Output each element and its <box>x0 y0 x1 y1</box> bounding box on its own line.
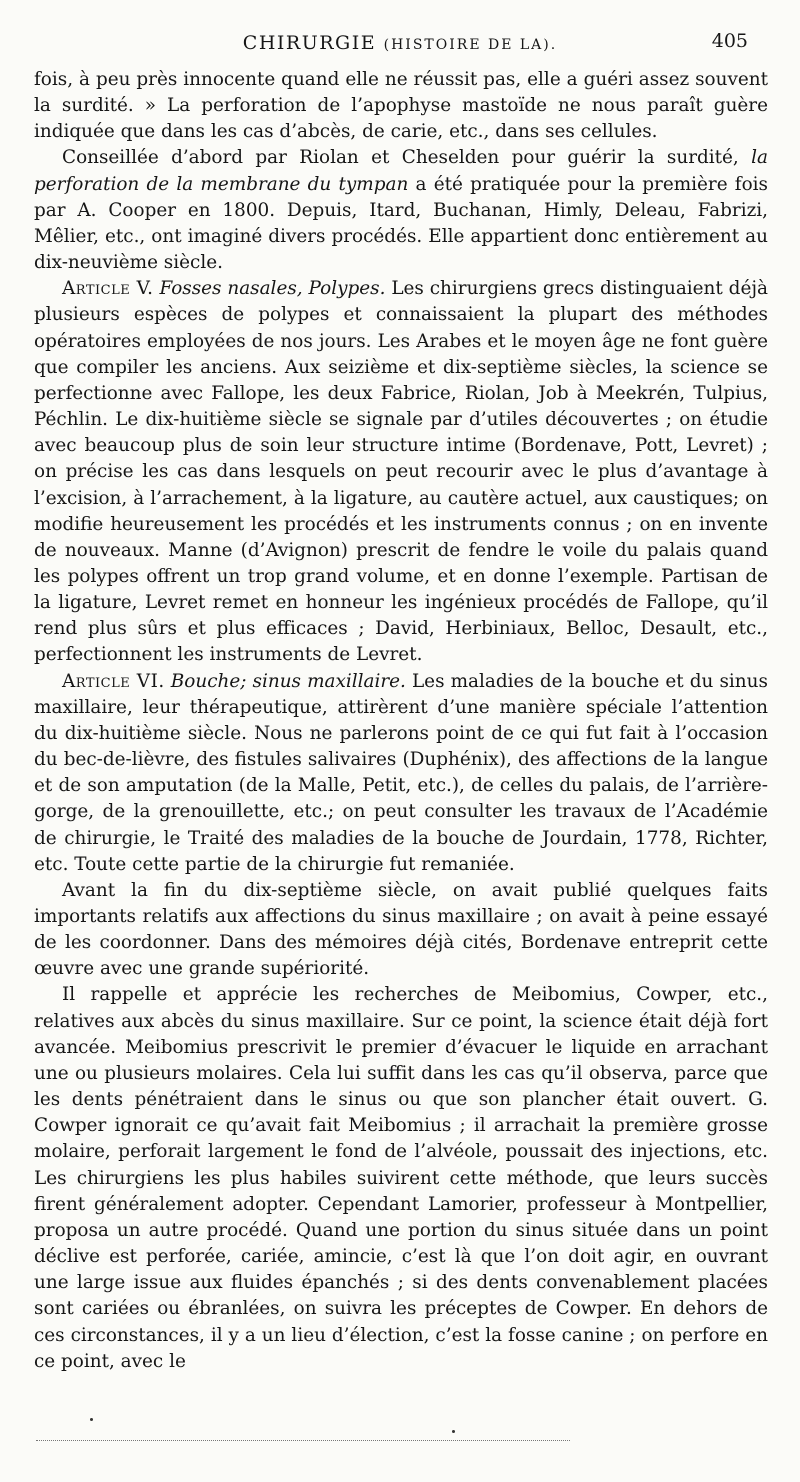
paragraph-2-italic: la perforation de la membrane du tympan <box>34 147 768 195</box>
footer-dot <box>90 1418 93 1421</box>
running-title <box>30 32 770 54</box>
paragraph-5: Avant la fin du dix-septième siècle, on avait publié quelques faits importants relatifs aux affections du sinus maxillaire ; on avait à peine essayé de les coordonner. Dans des mémoires déjà cités, Bordenave entreprit cette œuvre avec une grande supériorité. <box>34 879 768 980</box>
paragraph-2-end: a été pratiquée pour la première fois par A. Cooper en 1800. Depuis, Itard, Buchanan, Himly, Deleau, Fabrizi, Mêlier, etc., ont imaginé divers procédés. Elle appartient donc entièrement au dix-neuvième siècle. <box>34 173 768 274</box>
article-5-text: Les chirurgiens grecs distinguaient déjà plusieurs espèces de polypes et connaissaient la plupart des méthodes opératoires employées de nos jours. Les Arabes et le moyen âge ne font guère que compiler les anciens. Aux seizième et dix-septième siècles, la science se perfectionne avec Fallope, les deux Fabrice, Riolan, Job à Meekrén, Tulpius, Péchlin. Le dix-huitième siècle se signale par d’utiles découvertes ; on étudie avec beaucoup plus de soin leur structure intime (Bordenave, Pott, Levret) ; on précise les cas dans lesquels on peut recourir avec le plus d’avantage à l’excision, à l’arrachement, à la ligature, au cautère actuel, aux caustiques; on modifie heureusement les procédés et les instruments connus ; on en invente de nouveaux. Manne (d’Avignon) prescrit de fendre le voile du palais quand les polypes offrent un trop grand volume, et en donne l’exemple. Partisan de la ligature, Levret remet en honneur les ingénieux procédés de Fallope, qu’il rend plus sûrs et plus efficaces ; David, Herbiniaux, Belloc, Desault, etc., perfectionnent les instruments de Levret. <box>34 278 768 666</box>
page-number: 405 <box>711 30 748 52</box>
article-6-title: Bouche; sinus maxillaire. <box>170 670 406 692</box>
paragraph-6: Il rappelle et apprécie les recherches de Meibomius, Cowper, etc., relatives aux abcès du sinus maxillaire. Sur ce point, la science était déjà fort avancée. Meibomius prescrivit le premier d’évacuer le liquide en arrachant une ou plusieurs molaires. Cela lui suffit dans les cas qu’il observa, parce que les dents pénétraient dans le sinus ou que son plancher était ouvert. G. Cowper ignorait ce qu’avait fait Meibomius ; il arrachait la première grosse molaire, perforait largement le fond de l’alvéole, poussait des injections, etc. Les chirurgiens les plus habiles suivirent cette méthode, que leurs succès firent généralement adopter. Cependant Lamorier, professeur à Montpellier, proposa un autre procédé. Quand une portion du sinus située dans un point déclive est perforée, cariée, amincie, c’est là que l’on doit agir, en ouvrant une large issue aux fluides épanchés ; si des dents convenablement placées sont cariées ou ébranlées, on suivra les préceptes de Cowper. En dehors de ces circonstances, il y a un lieu d’élection, c’est la fosse canine ; on perfore en ce point, avec le <box>34 984 768 1372</box>
article-6 <box>34 669 768 878</box>
footer-print-marks <box>36 1440 570 1441</box>
paragraph-2-start: Conseillée d’abord par Riolan et Cheselden pour guérir la surdité, <box>62 147 739 169</box>
article-6-label: Article VI. <box>62 670 165 692</box>
running-header <box>30 26 770 60</box>
article-5-title: Fosses nasales, Polypes. <box>159 278 386 300</box>
paragraph-1: fois, à peu près innocente quand elle ne réussit pas, elle a guéri assez souvent la surdité. » La perforation de l’apophyse mastoïde ne nous paraît guère indiquée que dans les cas d’abcès, de carie, etc., dans ses cellules. <box>34 69 768 143</box>
article-6-text: Les maladies de la bouche et du sinus maxillaire, leur thérapeutique, attirèrent d’une manière spéciale l’attention du dix-huitième siècle. Nous ne parlerons point de ce qui fut fait à l’occasion du bec-de-lièvre, des fistules salivaires (Duphénix), des affections de la langue et de son amputation (de la Malle, Petit, etc.), de celles du palais, de l’arrière-gorge, de la grenouillette, etc.; on peut consulter les travaux de l’Académie de chirurgie, le Traité des maladies de la bouche de Jourdain, 1778, Richter, etc. Toute cette partie de la chirurgie fut remaniée. <box>34 670 768 875</box>
article-5 <box>34 276 768 668</box>
body-text <box>34 67 768 1375</box>
footer-dot <box>452 1430 455 1433</box>
paragraph-2 <box>34 145 768 276</box>
running-title-sub: (HISTOIRE DE LA). <box>383 37 558 53</box>
article-5-label: Article V. <box>62 278 154 300</box>
running-title-main: CHIRURGIE <box>242 32 377 54</box>
